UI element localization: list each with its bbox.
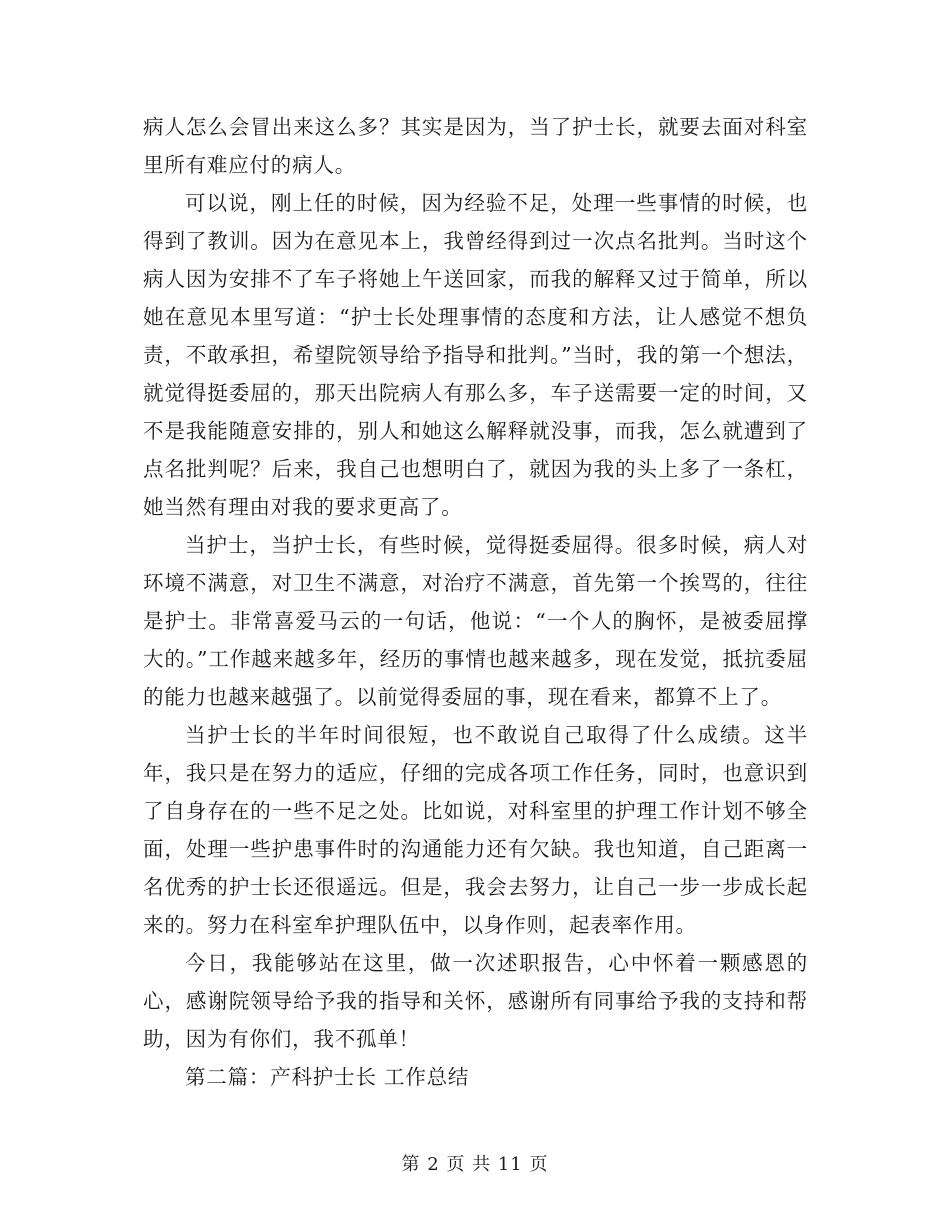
- paragraph-criticism: 可以说，刚上任的时候，因为经验不足，处理一些事情的时候，也得到了教训。因为在意见本上，我曾经得到过一次点名批判。当时这个病人因为安排不了车子将她上午送回家，而我的解释又过于简单，所以她在意见本里写道：“护士长处理事情的态度和方法，让人感觉不想负责，不敢承担，希望院领导给予指导和批判。”当时，我的第一个想法，就觉得挺委屈的，那天出院病人有那么多，车子送需要一定的时间，又不是我能随意安排的，别人和她这么解释就没事，而我，怎么就遭到了点名批判呢？后来，我自己也想明白了，就因为我的头上多了一条杠，她当然有理由对我的要求更高了。: [143, 191, 808, 519]
- document-body: [143, 108, 808, 1096]
- paragraph-grievance: 当护士，当护士长，有些时候，觉得挺委屈得。很多时候，病人对环境不满意，对卫生不满意，对治疗不满意，首先第一个挨骂的，往往是护士。非常喜爱马云的一句话，他说：“一个人的胸怀，是被委屈撑大的。”工作越来越多年，经历的事情也越来越多，现在发觉，抵抗委屈的能力也越来越强了。以前觉得委屈的事，现在看来，都算不上了。: [143, 533, 808, 709]
- paragraph-continuation: 病人怎么会冒出来这么多？其实是因为，当了护士长，就要去面对科室里所有难应付的病人。: [143, 115, 808, 177]
- paragraph-half-year: 当护士长的半年时间很短，也不敢说自己取得了什么成绩。这半年，我只是在努力的适应，仔细的完成各项工作任务，同时，也意识到了自身存在的一些不足之处。比如说，对科室里的护理工作计划不够全面，处理一些护患事件时的沟通能力还有欠缺。我也知道，自己距离一名优秀的护士长还很遥远。但是，我会去努力，让自己一步一步成长起来的。努力在科室牟护理队伍中，以身作则，起表率作用。: [143, 723, 808, 937]
- section-heading: 第二篇：产科护士长 工作总结: [185, 1065, 470, 1089]
- paragraph-gratitude: 今日，我能够站在这里，做一次述职报告，心中怀着一颗感恩的心，感谢院领导给予我的指导和关怀，感谢所有同事给予我的支持和帮助，因为有你们，我不孤单！: [143, 951, 808, 1051]
- page-number: 第 2 页 共 11 页: [401, 1154, 549, 1175]
